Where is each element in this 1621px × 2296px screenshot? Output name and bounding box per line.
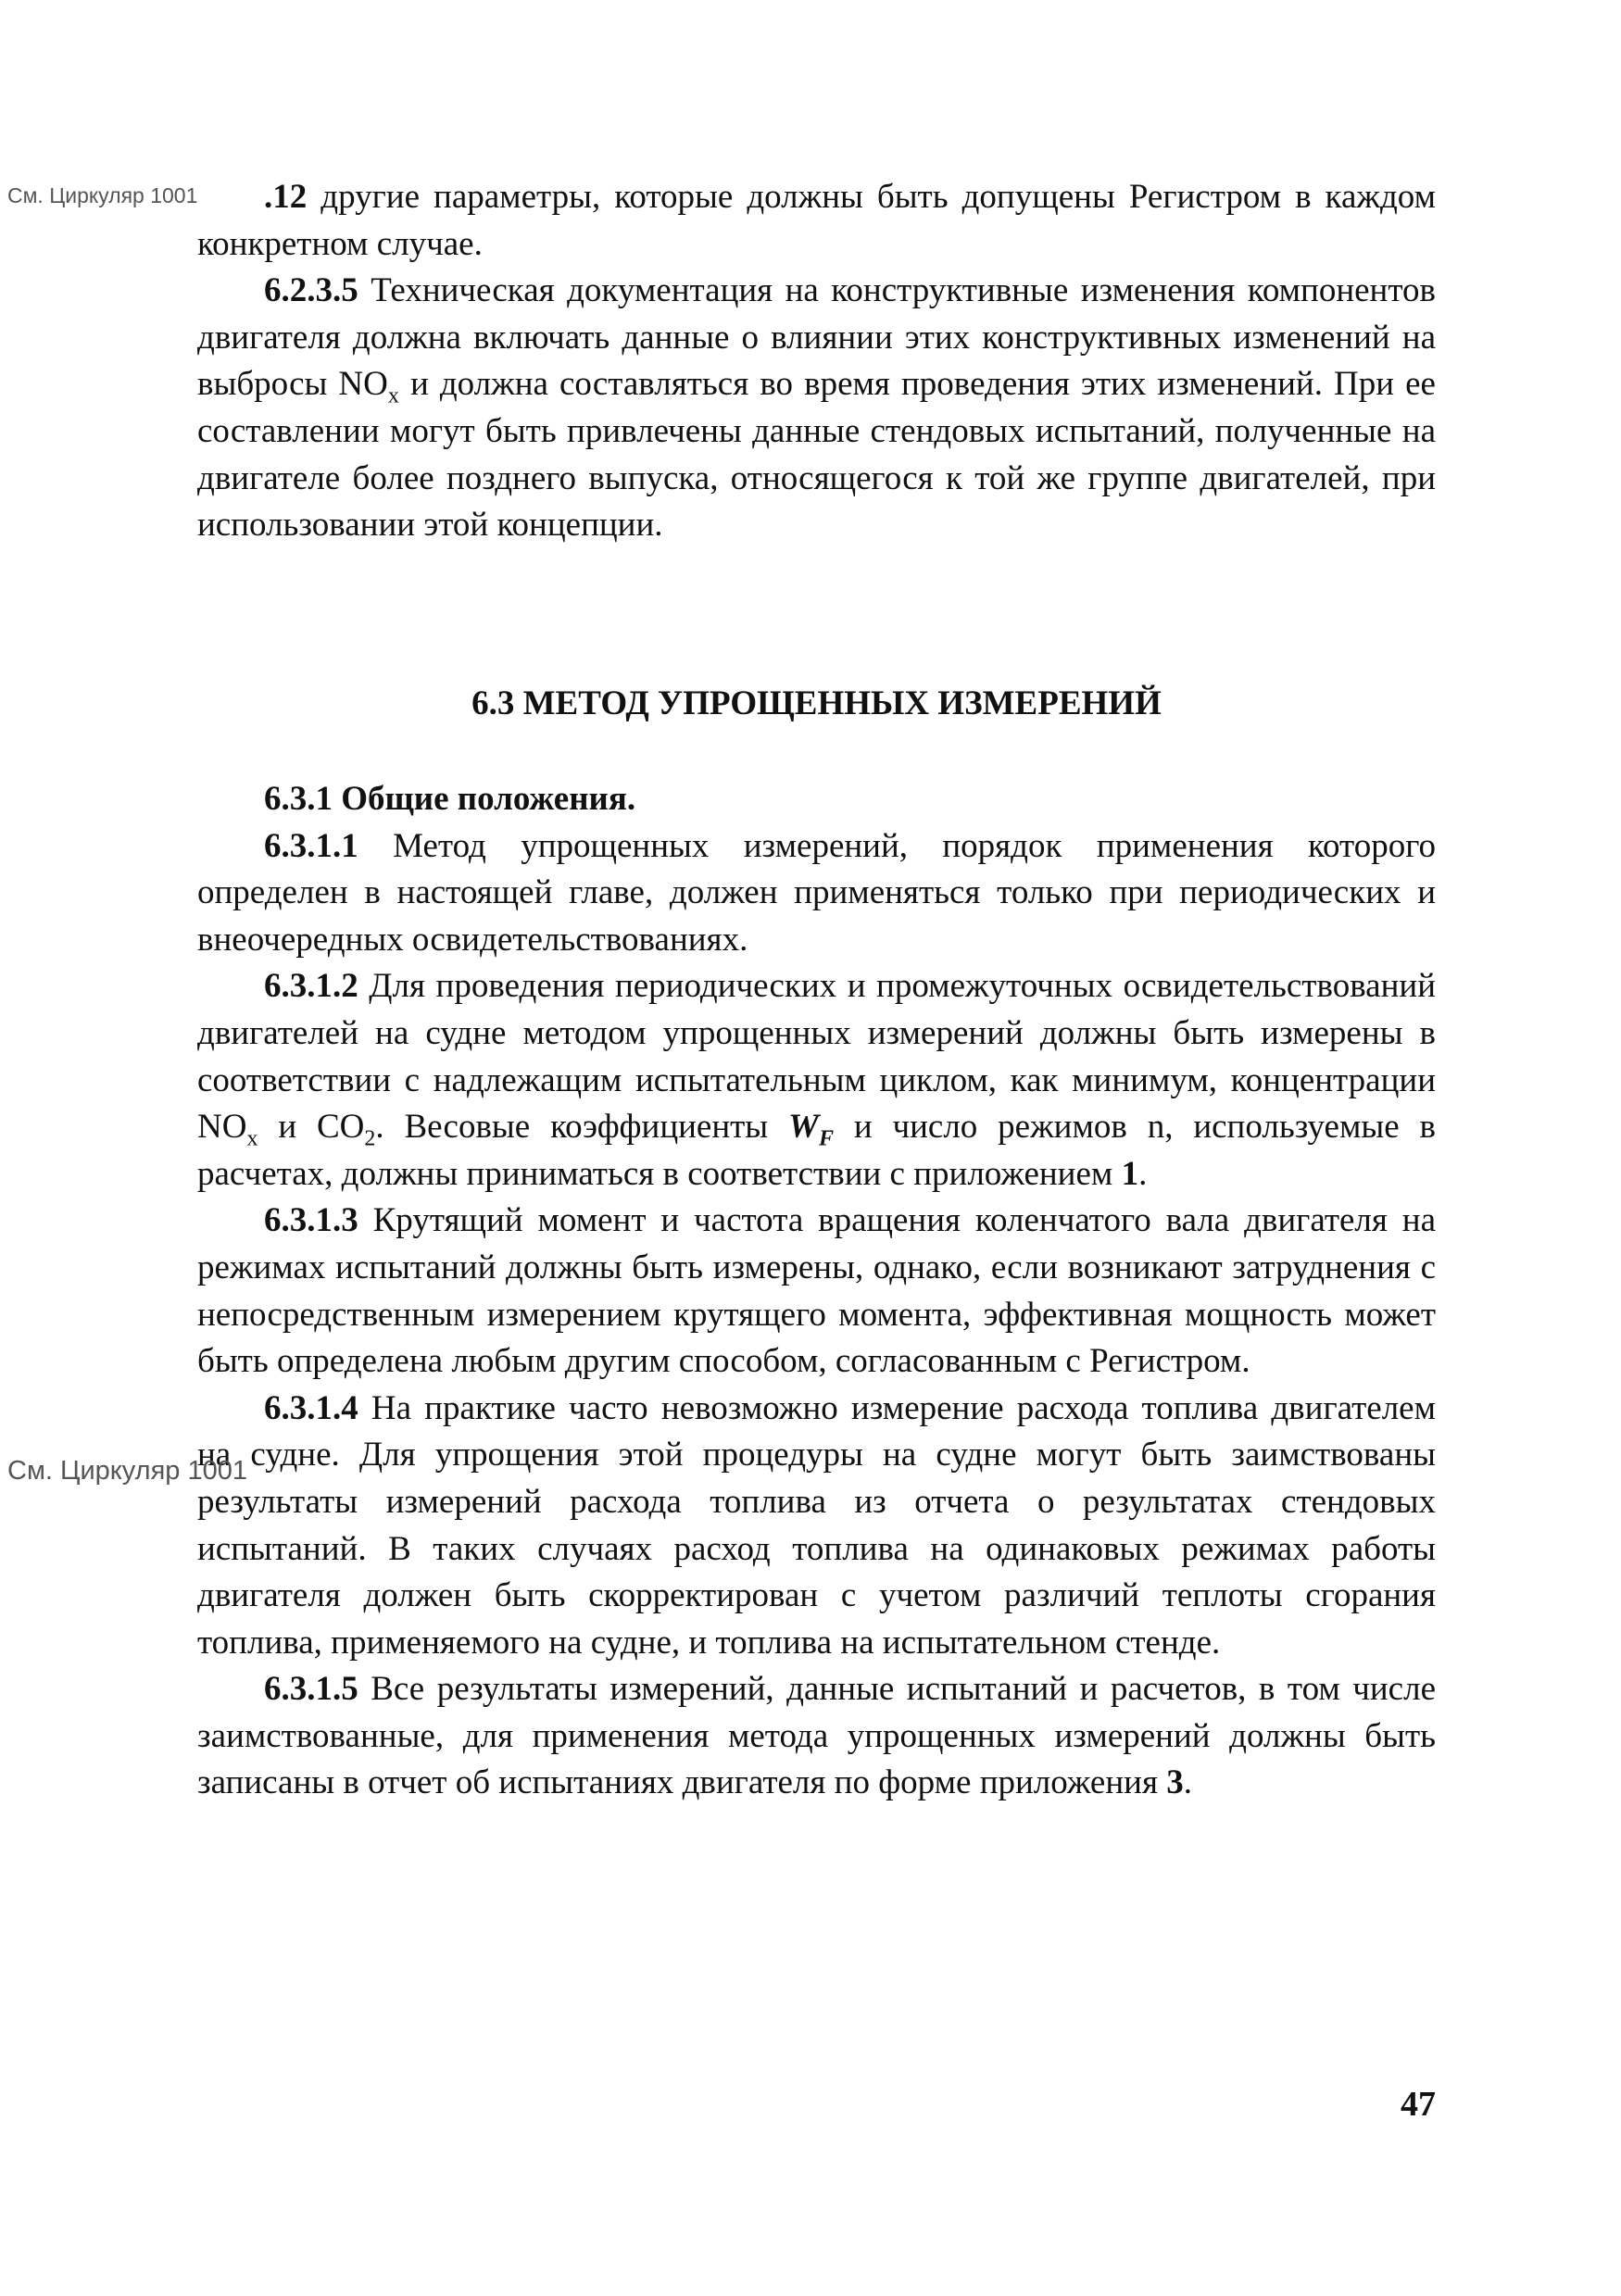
paragraph-text: . [1138, 1154, 1148, 1193]
paragraph-number: 6.3.1.5 [264, 1670, 358, 1709]
subsection-title: Общие положения. [333, 780, 636, 818]
paragraph-text: другие параметры, которые должны быть допущены Регистром в каждом конкретном случае. [197, 178, 1436, 263]
paragraph-6-3-1-4 [197, 1386, 1436, 1667]
paragraph-text: Для проведения периодических и промежуточных освидетельствований двигателей на судне методом упрощенных измерений должны быть измерены в соответствии с надлежащим испытательным циклом, как минимум, концентрации NO [197, 967, 1436, 1147]
appendix-reference: 3 [1166, 1763, 1184, 1802]
paragraph-text: . Весовые коэффициенты [375, 1108, 789, 1147]
paragraph-number: 6.3.1.3 [264, 1201, 358, 1240]
paragraph-6-3-1-1 [197, 823, 1436, 964]
circular-reference-note: См. Циркуляр 1001 [7, 183, 198, 207]
paragraph-text: и число режимов n, используемые в расчетах, должны приниматься в соответствии с приложением [197, 1108, 1436, 1193]
paragraph-item-12 [197, 174, 1436, 268]
paragraph-text: Техническая документация на конструктивные изменения компонентов двигателя должна включать данные о влиянии этих конструктивных изменений на выбросы NO [197, 271, 1436, 404]
text-block-top [197, 174, 1436, 549]
paragraph-6-3-1-2 [197, 963, 1436, 1198]
subscript: F [818, 1126, 834, 1151]
paragraph-number: 6.3.1.4 [264, 1388, 358, 1427]
paragraph-text: Крутящий момент и частота вращения коленчатого вала двигателя на режимах испытаний должны быть измерены, однако, если возникают затруднения с непосредственным измерением крутящего момента, эффективная мощность может быть определена любым другим способом, согласованным с Регистром. [197, 1201, 1436, 1381]
paragraph-text: Метод упрощенных измерений, порядок применения которого определен в настоящей главе, должен применяться только при периодических и внеочередных освидетельствованиях. [197, 826, 1436, 959]
subscript: 2 [364, 1126, 376, 1151]
section-heading: 6.3 МЕТОД УПРОЩЕННЫХ ИЗМЕРЕНИЙ [471, 684, 1162, 722]
subscript: x [246, 1126, 258, 1151]
text-block-bottom [197, 776, 1436, 1807]
item-number: .12 [264, 178, 308, 216]
paragraph-number: 6.3.1.1 [264, 826, 358, 865]
subscript: x [387, 383, 399, 408]
appendix-reference: 1 [1121, 1154, 1139, 1193]
paragraph-6-2-3-5 [197, 268, 1436, 549]
paragraph-text: и CO [258, 1108, 365, 1147]
paragraph-text: На практике часто невозможно измерение расхода топлива двигателем на судне. Для упрощения этой процедуры на судне могут быть заимствованы результаты измерений расхода топлива из отчета о результатах стендовых испытаний. В таких случаях расход топлива на одинаковых режимах работы двигателя должен быть скорректирован с учетом различий теплоты сгорания топлива, применяемого на судне, и топлива на испытательном стенде. [197, 1388, 1436, 1662]
paragraph-number: 6.2.3.5 [264, 271, 358, 310]
paragraph-6-3-1-5 [197, 1666, 1436, 1807]
paragraph-number: 6.3.1 [264, 780, 333, 818]
paragraph-6-3-1-3 [197, 1198, 1436, 1385]
formula-symbol: W [788, 1108, 819, 1147]
circular-reference-note: См. Циркуляр 1001 [7, 1456, 247, 1486]
paragraph-text: и должна составляться во время проведения этих изменений. При ее составлении могут быть привлечены данные стендовых испытаний, полученные на двигателе более позднего выпуска, относящегося к той же группе двигателей, при использовании этой концепции. [197, 365, 1436, 545]
paragraph-number: 6.3.1.2 [264, 967, 358, 1006]
paragraph-text: . [1183, 1763, 1192, 1802]
page-number: 47 [1401, 2085, 1436, 2124]
paragraph-text: Все результаты измерений, данные испытаний и расчетов, в том числе заимствованные, для применения метода упрощенных измерений должны быть записаны в отчет об испытаниях двигателя по форме приложения [197, 1670, 1436, 1802]
subsection-title-6-3-1 [197, 776, 1436, 823]
